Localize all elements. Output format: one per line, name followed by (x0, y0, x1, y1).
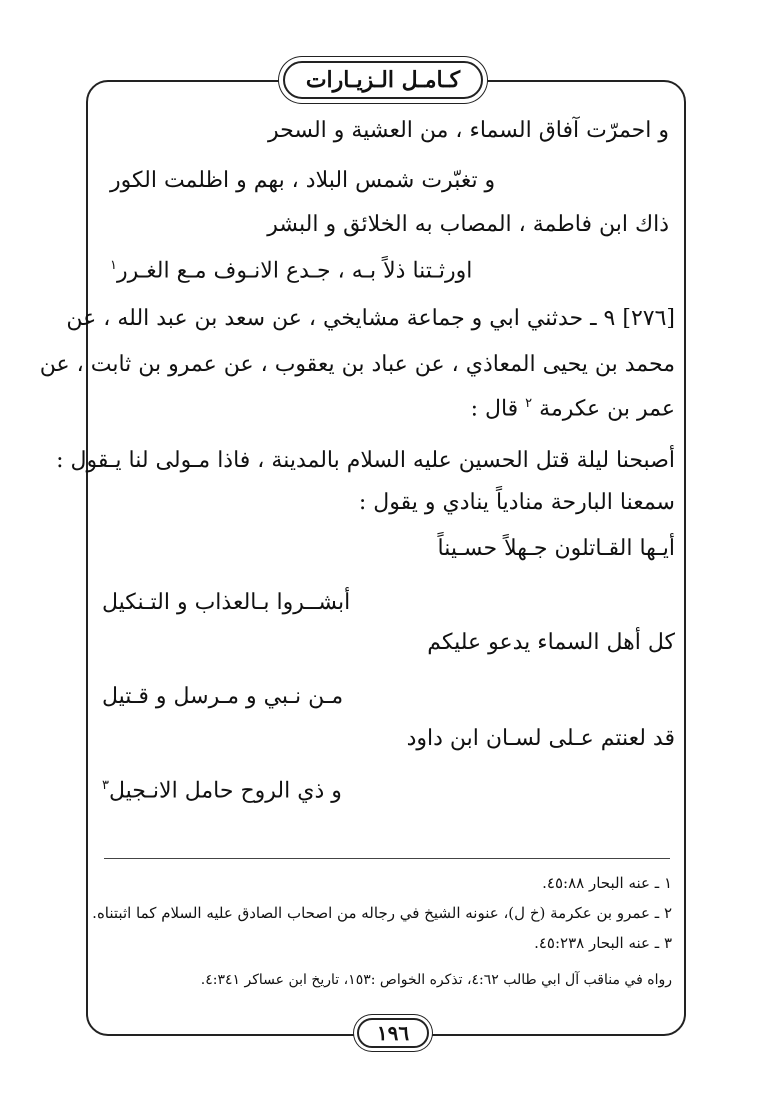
narration-line-5: سمعنا البارحة منادياً ينادي و يقول : (358, 490, 675, 515)
narrator-name: عمر بن عكرمة (539, 396, 675, 422)
footnote-2: ٢ ـ عمرو بن عكرمة (خ ل)، عنونه الشيخ في رجاله من اصحاب الصادق عليه السلام كما اثبتناه. (92, 904, 672, 922)
elegy-line-5: قد لعنتم عـلى لسـان ابن داود (406, 726, 675, 751)
elegy-line-3: كل أهل السماء يدعو عليكم (427, 630, 675, 655)
poem-line-1: و احمرّت آفاق السماء ، من العشية و السحر (268, 118, 669, 143)
narration-line-2: محمد بن يحيى المعاذي ، عن عباد بن يعقوب ، عن عمرو بن ثابت ، عن (39, 352, 675, 377)
poem-line-3: ذاك ابن فاطمة ، المصاب به الخلائق و البشر (267, 212, 669, 237)
poem-line-4-text: اورثـتنا ذلاً بـه ، جـدع الانـوف مـع الغـرر (116, 258, 473, 284)
elegy-line-1: أيـها القـاتلون جـهلاً حسـيناً (437, 536, 675, 561)
narration-line-4: أصبحنا ليلة قتل الحسين عليه السلام بالمدينة ، فاذا مـولى لنا يـقول : (56, 448, 675, 473)
elegy-line-6 (102, 778, 342, 805)
page-number-badge (357, 1018, 429, 1048)
poem-line-4 (110, 258, 472, 285)
footnote-separator (104, 858, 670, 859)
elegy-line-4: مـن نـبي و مـرسل و قـتيل (102, 684, 344, 709)
narration-line-3 (95, 396, 675, 423)
footnote-1: ١ ـ عنه البحار ٤٥:٨٨. (542, 874, 672, 892)
elegy-line-6-text: و ذي الروح حامل الانـجيل (108, 778, 342, 804)
footnote-ref-1: ١ (110, 258, 117, 273)
poem-line-2: و تغبّرت شمس البلاد ، بهم و اظلمت الكور (110, 168, 496, 193)
narration-line-1: [٢٧٦] ٩ ـ حدثني ابي و جماعة مشايخي ، عن سعد بن عبد الله ، عن (66, 306, 675, 331)
book-title: كـامـل الـزيـارات (305, 67, 461, 93)
footnote-ref-3: ٣ (102, 778, 109, 793)
footnote-ref-2: ٢ (525, 396, 533, 411)
footnote-4: رواه في مناقب آل ابي طالب ٤:٦٢، تذكره الخواص :١٥٣، تاريخ ابن عساكر ٤:٣٤١. (200, 972, 672, 988)
narration-qala: قال : (470, 396, 519, 422)
running-header (283, 61, 483, 99)
elegy-line-2: أبشــروا بـالعذاب و التـنكيل (102, 590, 351, 615)
page-number: ١٩٦ (376, 1021, 410, 1045)
footnote-3: ٣ ـ عنه البحار ٤٥:٢٣٨. (534, 934, 672, 952)
